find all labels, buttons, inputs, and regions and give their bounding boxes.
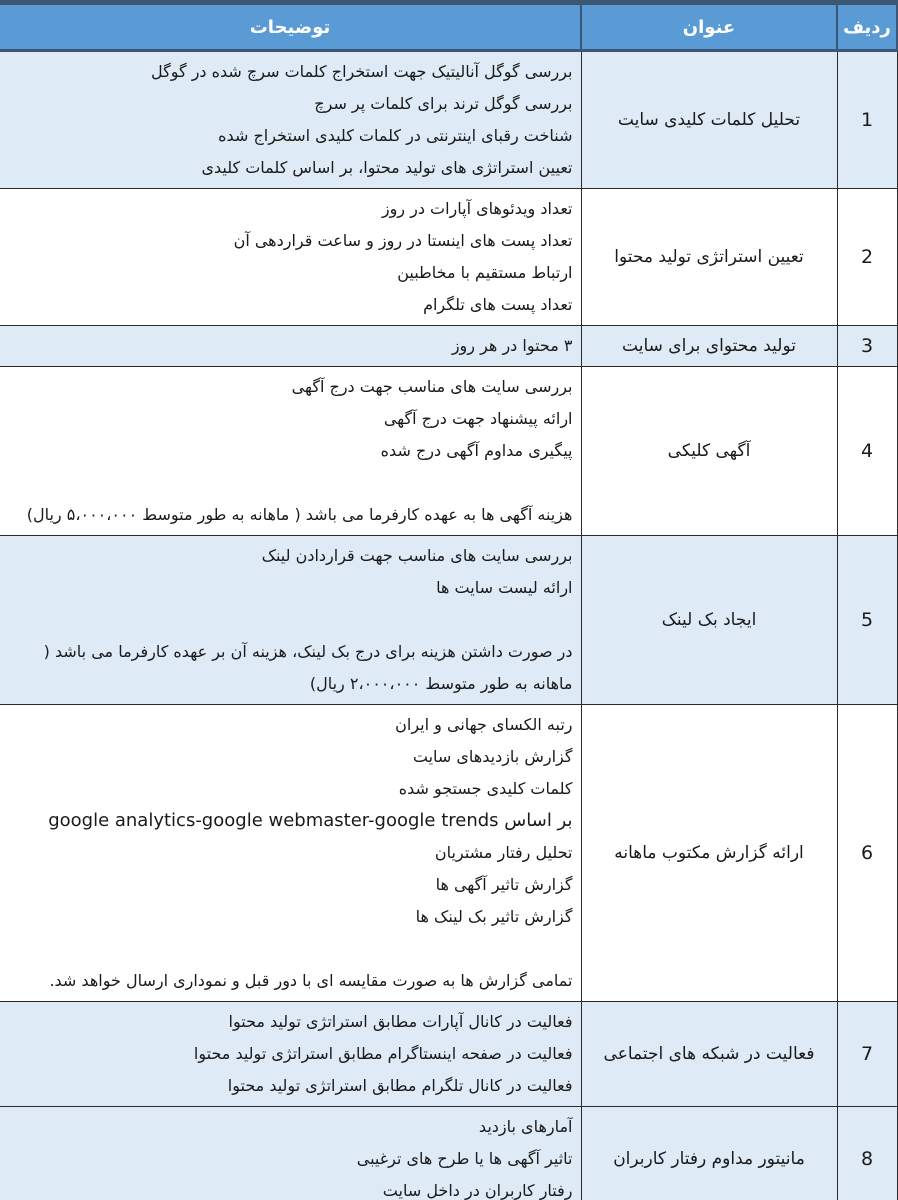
row-descriptions: [0, 326, 581, 367]
description-line: گزارش تاثیر آگهی ها: [435, 875, 573, 894]
table-row: [0, 536, 897, 705]
description-line: ارائه لیست سایت ها: [436, 578, 573, 597]
description-line: بر اساس google analytics-google webmaster-google trends: [48, 810, 573, 831]
row-number: 4: [837, 367, 897, 536]
description-line: در صورت داشتن هزینه برای درج بک لینک، هزینه آن بر عهده کارفرما می باشد ( ماهانه به طور متوسط ۲،۰۰۰،۰۰۰ ریال): [43, 642, 573, 693]
description-line: بررسی گوگل ترند برای کلمات پر سرچ: [314, 94, 573, 113]
table-row: [0, 326, 897, 367]
table-row: [0, 51, 897, 189]
table-row: [0, 189, 897, 326]
description-line: ارائه پیشنهاد جهت درج آگهی: [383, 409, 573, 428]
row-title: فعالیت در شبکه های اجتماعی: [581, 1002, 837, 1107]
description-line: [8, 933, 573, 965]
row-descriptions: [0, 189, 581, 326]
description-line: بررسی گوگل آنالیتیک جهت استخراج کلمات سرچ شده در گوگل: [151, 62, 573, 81]
description-line: تعیین استراتژی های تولید محتوا، بر اساس کلمات کلیدی: [201, 158, 573, 177]
row-number: 7: [837, 1002, 897, 1107]
description-line: تمامی گزارش ها به صورت مقایسه ای با دور قبل و نموداری ارسال خواهد شد.: [49, 971, 573, 990]
row-number: 8: [837, 1107, 897, 1200]
description-line: [8, 604, 573, 636]
description-line: تاثیر آگهی ها یا طرح های ترغیبی: [356, 1149, 573, 1168]
row-title: ارائه گزارش مکتوب ماهانه: [581, 705, 837, 1002]
row-descriptions: [0, 705, 581, 1002]
row-title: آگهی کلیکی: [581, 367, 837, 536]
description-line: بررسی سایت های مناسب جهت قراردادن لینک: [261, 546, 573, 565]
table-row: [0, 705, 897, 1002]
table-row: [0, 1002, 897, 1107]
row-title: تعیین استراتژی تولید محتوا: [581, 189, 837, 326]
row-number: 2: [837, 189, 897, 326]
row-number: 5: [837, 536, 897, 705]
row-descriptions: [0, 1002, 581, 1107]
row-number: 1: [837, 51, 897, 189]
description-line: تحلیل رفتار مشتریان: [434, 843, 573, 862]
row-title: تولید محتوای برای سایت: [581, 326, 837, 367]
description-line: ۳ محتوا در هر روز: [451, 336, 573, 355]
row-title: مانیتور مداوم رفتار کاربران: [581, 1107, 837, 1200]
row-descriptions: [0, 536, 581, 705]
header-descriptions: توضیحات: [0, 3, 581, 51]
row-number: 6: [837, 705, 897, 1002]
description-line: شناخت رقبای اینترنتی در کلمات کلیدی استخراج شده: [218, 126, 573, 145]
row-descriptions: [0, 51, 581, 189]
description-line: تعداد پست های تلگرام: [423, 295, 573, 314]
row-descriptions: [0, 367, 581, 536]
description-line: آمارهای بازدید: [478, 1117, 573, 1136]
description-line: هزینه آگهی ها به عهده کارفرما می باشد ( ماهانه به طور متوسط ۵،۰۰۰،۰۰۰ ریال): [26, 505, 573, 524]
description-line: گزارش تاثیر بک لینک ها: [415, 907, 573, 926]
row-number: 3: [837, 326, 897, 367]
header-row-number: ردیف: [837, 3, 897, 51]
description-line: فعالیت در کانال تلگرام مطابق استراتژی تولید محتوا: [227, 1076, 573, 1095]
description-line: فعالیت در صفحه اینستاگرام مطابق استراتژی تولید محتوا: [193, 1044, 573, 1063]
table-row: [0, 1107, 897, 1200]
description-line: [8, 467, 573, 499]
description-line: ارتباط مستقیم با مخاطبین: [397, 263, 573, 282]
header-row: [0, 3, 897, 51]
description-line: رفتار کاربران در داخل سایت: [382, 1181, 573, 1200]
row-title: تحلیل کلمات کلیدی سایت: [581, 51, 837, 189]
row-title: ایجاد بک لینک: [581, 536, 837, 705]
header-title: عنوان: [581, 3, 837, 51]
description-line: فعالیت در کانال آپارات مطابق استراتژی تولید محتوا: [228, 1012, 573, 1031]
description-line: کلمات کلیدی جستجو شده: [398, 779, 573, 798]
description-line: گزارش بازدیدهای سایت: [412, 747, 573, 766]
description-line: تعداد پست های اینستا در روز و ساعت قراردهی آن: [233, 231, 573, 250]
row-descriptions: [0, 1107, 581, 1200]
description-line: بررسی سایت های مناسب جهت درج آگهی: [291, 377, 573, 396]
description-line: پیگیری مداوم آگهی درج شده: [380, 441, 573, 460]
description-line: تعداد ویدئوهای آپارات در روز: [381, 199, 573, 218]
description-line: رتبه الکسای جهانی و ایران: [395, 715, 573, 734]
table-row: [0, 367, 897, 536]
